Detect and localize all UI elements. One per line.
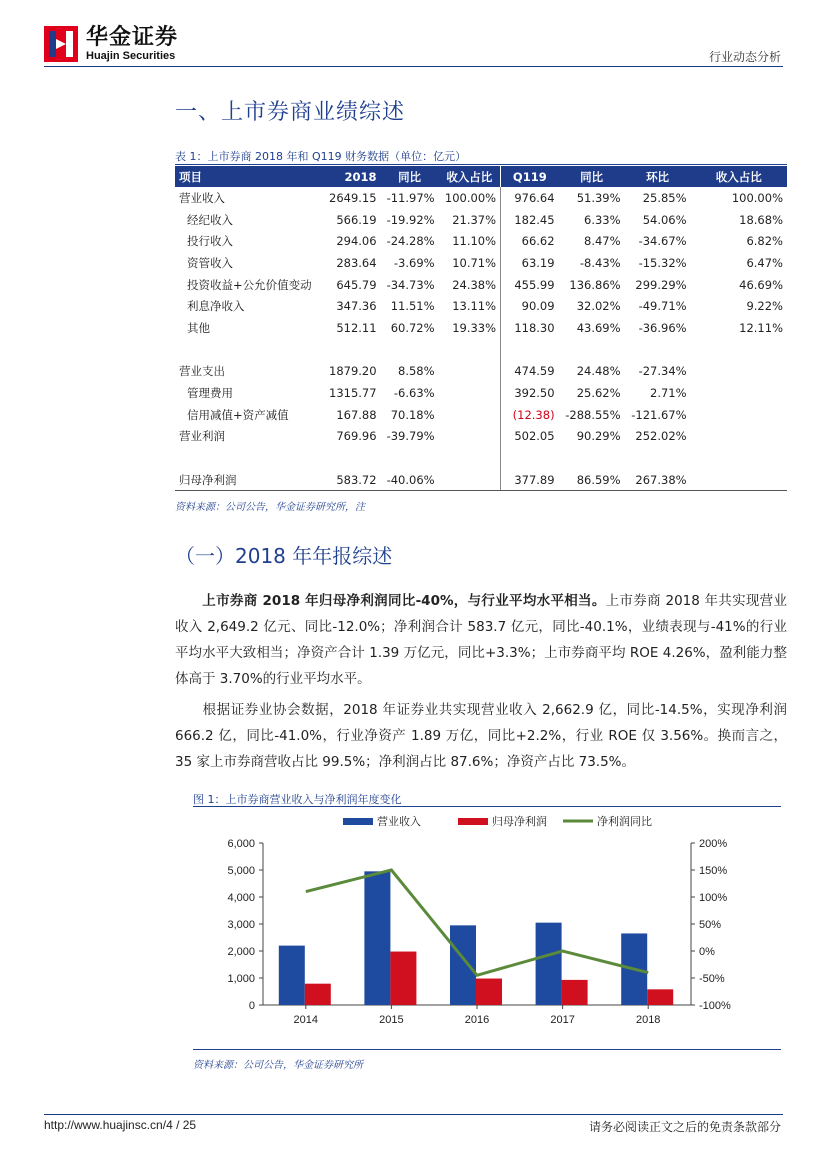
table-row <box>175 230 787 252</box>
table-cell: 18.68% <box>739 212 783 227</box>
table-cell: 455.99 <box>514 277 555 292</box>
table-cell: 70.18% <box>390 407 435 422</box>
x-tick-label: 2014 <box>293 1014 319 1026</box>
table-cell <box>691 361 787 383</box>
report-type: 行业动态分析 <box>708 50 781 64</box>
table-cell: 769.96 <box>336 429 377 444</box>
row-label: 信用减值+资产减值 <box>187 407 289 422</box>
row-label <box>175 447 325 469</box>
table-cell: -3.69% <box>393 255 435 270</box>
table-cell: 294.06 <box>336 234 377 249</box>
right-tick-label: 150% <box>699 865 728 877</box>
table-cell <box>439 447 501 469</box>
table-title-divider <box>175 164 787 165</box>
header-q119: Q119 <box>501 166 559 187</box>
right-tick-label: -100% <box>699 1000 731 1012</box>
row-label: 利息净收入 <box>187 299 245 314</box>
bar-revenue <box>279 946 305 1005</box>
table-cell <box>691 404 787 426</box>
table-cell: 167.88 <box>336 407 377 422</box>
table-title: 表 1：上市券商 2018 年和 Q119 财务数据（单位：亿元） <box>175 150 467 163</box>
table-cell <box>439 426 501 448</box>
left-tick-label: 5,000 <box>227 865 255 877</box>
header-qoq: 环比 <box>625 166 691 187</box>
x-tick-label: 2017 <box>550 1014 575 1026</box>
bar-net-profit <box>390 952 416 1005</box>
table-cell: -27.34% <box>638 364 687 379</box>
table-cell <box>381 339 439 361</box>
left-tick-label: 3,000 <box>227 919 255 931</box>
table-cell: 10.71% <box>439 252 501 274</box>
table-cell: (12.38) <box>512 407 555 422</box>
legend-label: 归母净利润 <box>492 815 547 828</box>
table-row <box>175 404 787 426</box>
table-cell: -8.43% <box>579 255 621 270</box>
table-row <box>175 469 787 491</box>
bar-revenue <box>364 871 390 1005</box>
header-divider <box>44 66 783 67</box>
bar-net-profit <box>647 989 673 1005</box>
table-row <box>175 187 787 209</box>
table-blank-row <box>175 447 787 469</box>
table-cell: -34.67% <box>638 234 687 249</box>
table-cell: 6.82% <box>746 234 783 249</box>
table-cell <box>501 447 559 469</box>
table-cell: 19.33% <box>439 317 501 339</box>
table-cell: 43.69% <box>576 320 621 335</box>
figure-title-divider <box>193 806 781 807</box>
table-cell: -49.71% <box>638 299 687 314</box>
table-blank-row <box>175 339 787 361</box>
table-row <box>175 361 787 383</box>
table-cell: 24.48% <box>576 364 621 379</box>
table-cell <box>501 339 559 361</box>
table-cell: 566.19 <box>336 212 377 227</box>
row-label: 投行收入 <box>187 234 233 249</box>
table-cell: 54.06% <box>642 212 687 227</box>
table-cell <box>381 447 439 469</box>
table-cell: 347.36 <box>336 299 377 314</box>
table-cell: 25.62% <box>576 386 621 401</box>
table-cell <box>691 339 787 361</box>
page-number: 4 / 25 <box>166 1118 197 1132</box>
row-label: 管理费用 <box>187 386 233 401</box>
table-cell: 32.02% <box>576 299 621 314</box>
table-cell <box>691 426 787 448</box>
table-cell: -6.63% <box>393 386 435 401</box>
row-label: 营业收入 <box>179 190 225 205</box>
table-cell: -24.28% <box>386 234 435 249</box>
legend-label: 营业收入 <box>377 815 421 828</box>
table-cell: 46.69% <box>739 277 783 292</box>
row-label: 其他 <box>187 320 210 335</box>
table-cell: 86.59% <box>559 469 625 491</box>
table-cell: 9.22% <box>746 299 783 314</box>
table-cell: 252.02% <box>635 429 687 444</box>
right-tick-label: 0% <box>699 946 715 958</box>
subsection-title: （一）2018 年年报综述 <box>175 544 393 568</box>
paragraph-1 <box>175 588 787 692</box>
paragraph-1-body: 上市券商 2018 年共实现营业收入 2,649.2 亿元、同比-12.0%；净利润合计 583.7 亿元，同比-40.1%，业绩表现与-41%的行业平均水平大致相当；净资产合计 1.39 万亿元，同比+3.3%；上市券商平均 ROE 4.26%，盈利能力整体高于 3.70%的行业平均水平。 <box>175 593 787 687</box>
section-title: 一、上市券商业绩综述 <box>175 100 406 125</box>
table-cell: 377.89 <box>501 469 559 491</box>
x-tick-label: 2015 <box>379 1014 404 1026</box>
table-header-row <box>175 166 787 187</box>
table-cell: 512.11 <box>336 320 377 335</box>
table-cell <box>439 361 501 383</box>
header-yoy: 同比 <box>381 166 439 187</box>
legend-swatch <box>458 818 488 825</box>
table-cell: -15.32% <box>638 255 687 270</box>
left-tick-label: 1,000 <box>227 973 255 985</box>
table-cell: 90.09 <box>521 299 555 314</box>
bar-revenue <box>450 925 476 1005</box>
x-tick-label: 2018 <box>635 1014 661 1026</box>
table-cell <box>439 382 501 404</box>
table-cell: 583.72 <box>325 469 381 491</box>
table-row <box>175 317 787 339</box>
table-cell: -36.96% <box>638 320 687 335</box>
table-cell: 474.59 <box>514 364 555 379</box>
table-cell: 12.11% <box>739 320 783 335</box>
table-cell: 25.85% <box>642 190 687 205</box>
table-cell: 51.39% <box>576 190 621 205</box>
table-cell <box>439 469 501 491</box>
table-cell <box>325 339 381 361</box>
bar-net-profit <box>476 979 502 1005</box>
table-cell: 645.79 <box>336 277 377 292</box>
table-cell: 11.10% <box>439 230 501 252</box>
figure-title: 图 1：上市券商营业收入与净利润年度变化 <box>193 793 402 806</box>
bar-revenue <box>536 923 562 1005</box>
table-cell: 1879.20 <box>329 364 377 379</box>
row-label: 营业支出 <box>179 364 225 379</box>
table-cell: 90.29% <box>576 429 621 444</box>
table-cell: 118.30 <box>514 320 555 335</box>
right-tick-label: 100% <box>699 892 728 904</box>
figure-source: 资料来源：公司公告，华金证券研究所 <box>193 1060 363 1071</box>
logo-mark-icon <box>44 26 78 62</box>
table-cell <box>325 447 381 469</box>
table-cell: -288.55% <box>565 407 621 422</box>
table-cell: 502.05 <box>514 429 555 444</box>
table-cell <box>625 447 691 469</box>
footer-url-page <box>44 1118 196 1132</box>
company-logo <box>44 26 178 62</box>
header-q-yoy: 同比 <box>559 166 625 187</box>
legend-label: 净利润同比 <box>597 815 652 828</box>
logo-english-name: Huajin Securities <box>86 50 176 62</box>
table-cell: -11.97% <box>386 190 435 205</box>
row-label: 投资收益+公允价值变动 <box>187 277 312 292</box>
right-tick-label: 200% <box>699 838 728 850</box>
table-cell: 392.50 <box>514 386 555 401</box>
table-cell: 267.38% <box>625 469 691 491</box>
table-cell: 60.72% <box>390 320 435 335</box>
table-cell: 6.33% <box>584 212 621 227</box>
header-share: 收入占比 <box>439 166 501 187</box>
table-cell: -34.73% <box>386 277 435 292</box>
left-tick-label: 4,000 <box>227 892 255 904</box>
left-tick-label: 2,000 <box>227 946 255 958</box>
table-cell <box>691 469 787 491</box>
bar-net-profit <box>305 984 331 1005</box>
table-cell: 136.86% <box>569 277 621 292</box>
table-cell: -39.79% <box>386 429 435 444</box>
table-cell <box>559 339 625 361</box>
table-cell: 2649.15 <box>329 190 377 205</box>
table-row <box>175 274 787 296</box>
table-cell <box>439 404 501 426</box>
bar-net-profit <box>562 980 588 1005</box>
table-cell: 976.64 <box>514 190 555 205</box>
table-cell <box>559 447 625 469</box>
table-cell: 13.11% <box>439 295 501 317</box>
right-tick-label: -50% <box>699 973 725 985</box>
table-cell <box>439 339 501 361</box>
table-cell: 2.71% <box>650 386 687 401</box>
table-source: 资料来源：公司公告，华金证券研究所，注 <box>175 502 365 513</box>
table-cell: 283.64 <box>336 255 377 270</box>
table-cell <box>691 382 787 404</box>
footer-disclaimer: 请务必阅读正文之后的免责条款部分 <box>588 1120 781 1134</box>
financial-table <box>175 166 787 491</box>
right-tick-label: 50% <box>699 919 722 931</box>
figure-bottom-divider <box>193 1049 781 1050</box>
table-cell: 66.62 <box>521 234 555 249</box>
table-row <box>175 382 787 404</box>
table-row <box>175 295 787 317</box>
table-cell: 182.45 <box>514 212 555 227</box>
paragraph-2 <box>175 697 787 775</box>
table-cell: -40.06% <box>381 469 439 491</box>
table-cell: 6.47% <box>746 255 783 270</box>
table-cell: 63.19 <box>521 255 555 270</box>
left-tick-label: 0 <box>248 1000 255 1012</box>
logo-chinese-name: 华金证券 <box>86 25 179 50</box>
line-profit-yoy <box>306 870 648 975</box>
table-row <box>175 209 787 231</box>
table-cell <box>691 447 787 469</box>
row-label: 营业利润 <box>179 429 225 444</box>
table-cell: 21.37% <box>439 209 501 231</box>
left-tick-label: 6,000 <box>227 838 255 850</box>
row-label: 经纪收入 <box>187 212 233 227</box>
footer-url[interactable]: http://www.huajinsc.cn/ <box>44 1118 167 1132</box>
row-label: 归母净利润 <box>175 469 325 491</box>
table-cell: 100.00% <box>439 187 501 209</box>
header-q-share: 收入占比 <box>691 166 787 187</box>
table-cell: 1315.77 <box>329 386 377 401</box>
table-cell: 299.29% <box>635 277 687 292</box>
x-tick-label: 2016 <box>464 1014 490 1026</box>
header-2018: 2018 <box>325 166 381 187</box>
legend-swatch <box>343 818 373 825</box>
paragraph-2-body: 根据证券业协会数据，2018 年证券业共实现营业收入 2,662.9 亿，同比-14.5%，实现净利润 666.2 亿，同比-41.0%，行业净资产 1.89 万亿，同比+2.2%，行业 ROE 仅 3.56%。换而言之，35 家上市券商营收占比 99.5%；净利润占比 87.6%；净资产占比 73.5%。 <box>175 702 787 770</box>
table-cell: 24.38% <box>439 274 501 296</box>
table-cell: 11.51% <box>390 299 435 314</box>
row-label: 资管收入 <box>187 255 233 270</box>
table-cell: -121.67% <box>631 407 687 422</box>
footer-divider <box>44 1114 783 1115</box>
row-label <box>175 339 325 361</box>
table-cell <box>625 339 691 361</box>
revenue-profit-chart <box>193 808 781 1046</box>
table-cell: 100.00% <box>731 190 783 205</box>
table-cell: 8.58% <box>398 364 435 379</box>
table-row <box>175 426 787 448</box>
table-cell: -19.92% <box>386 212 435 227</box>
table-cell: 8.47% <box>584 234 621 249</box>
paragraph-1-lead: 上市券商 2018 年归母净利润同比-40%，与行业平均水平相当。 <box>202 593 606 609</box>
table-row <box>175 252 787 274</box>
header-item: 项目 <box>175 166 325 187</box>
